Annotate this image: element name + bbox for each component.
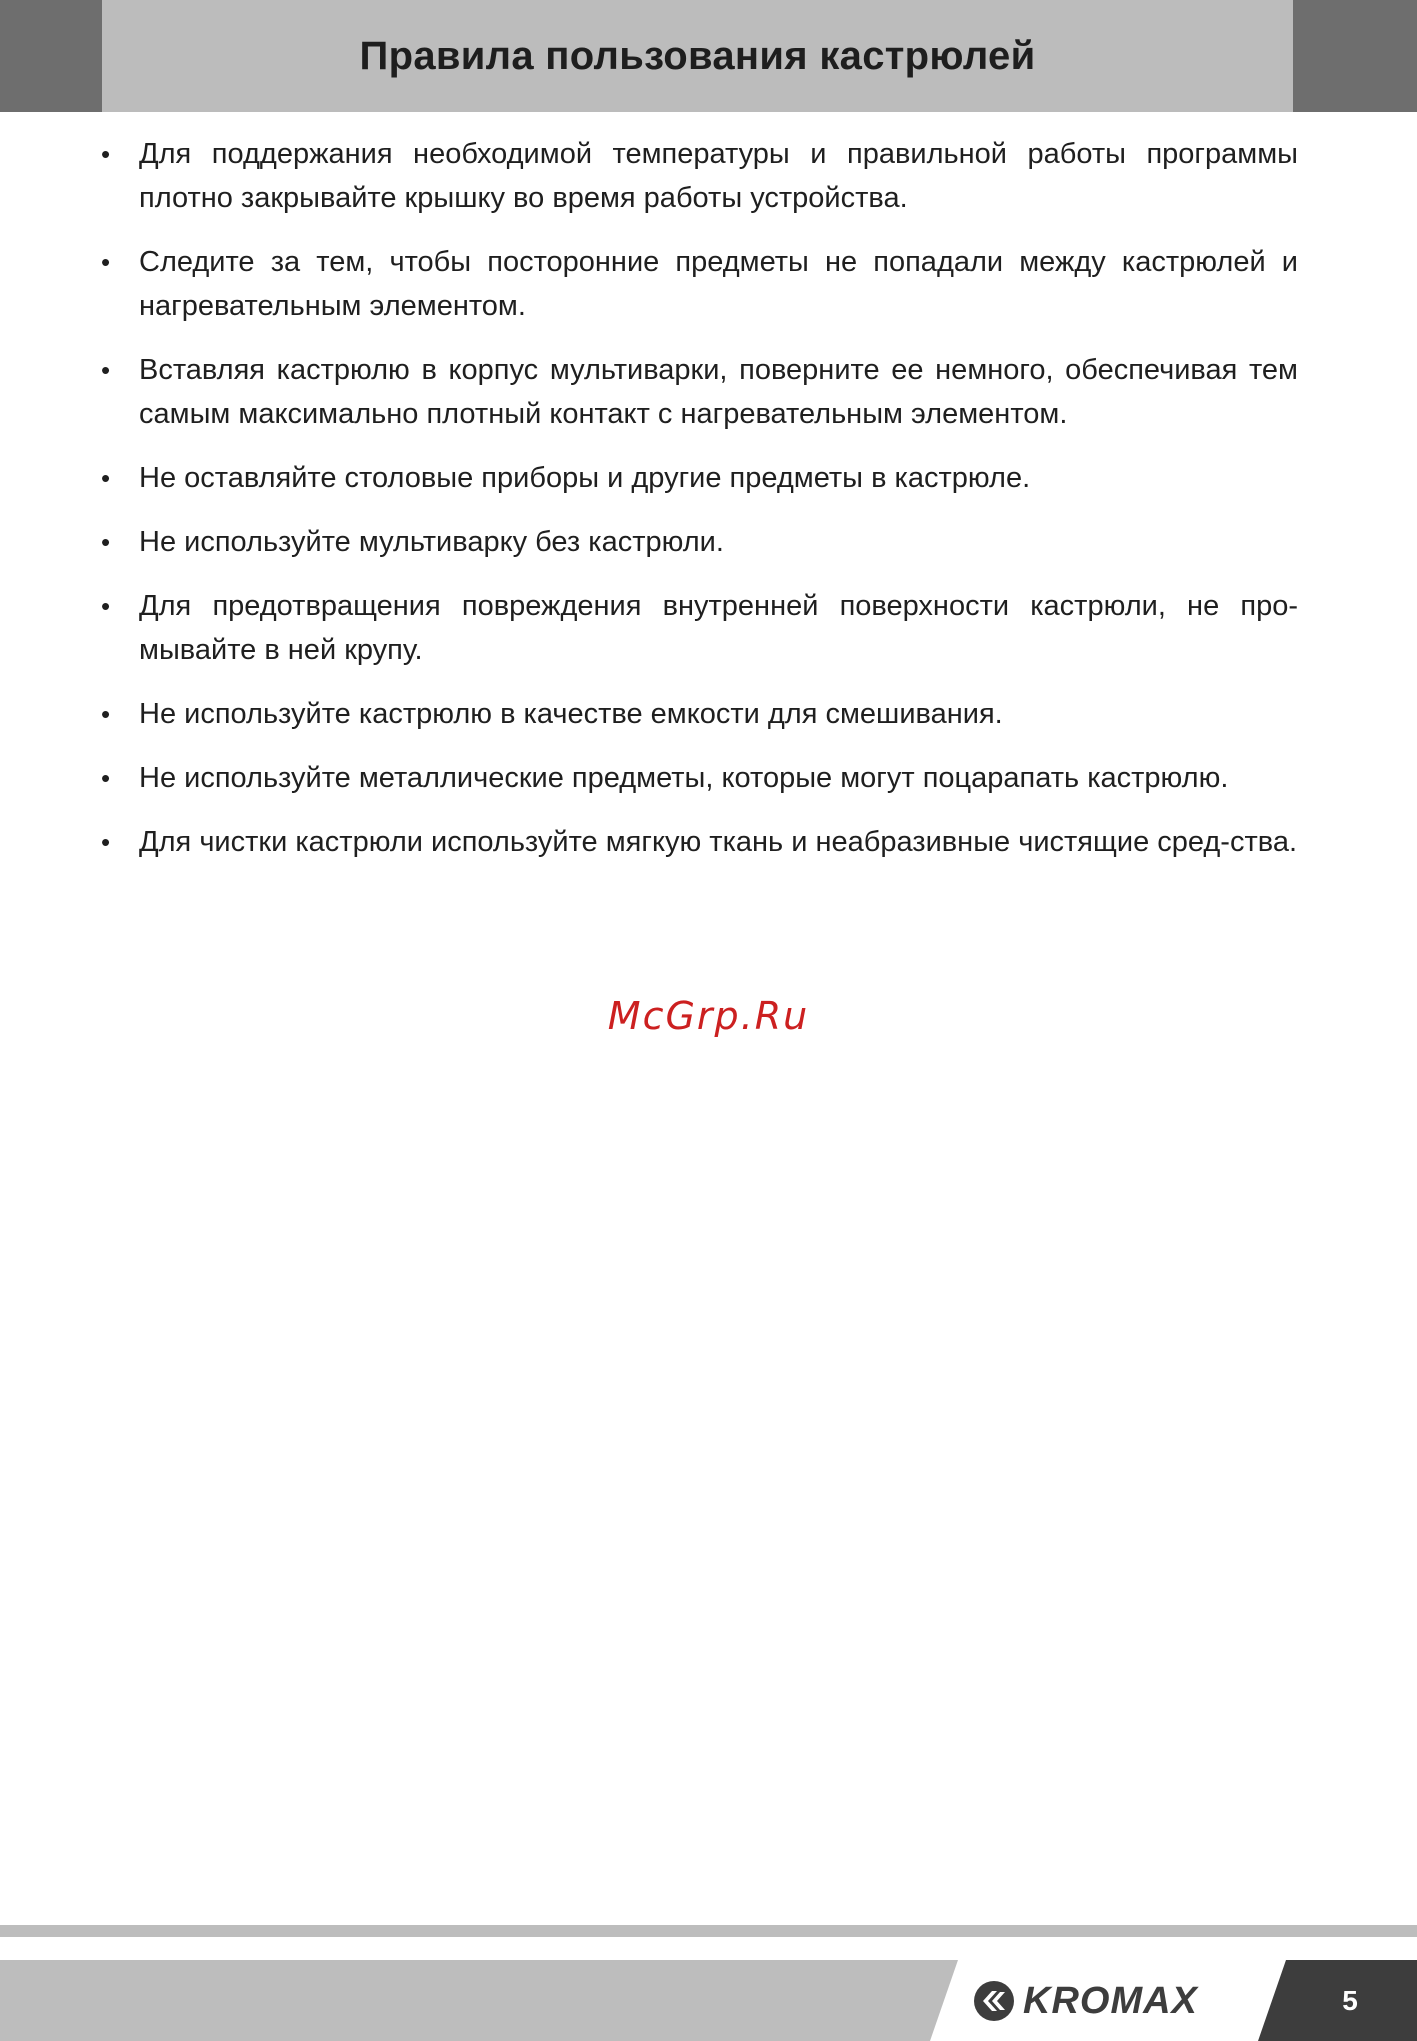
page-number: 5	[1342, 1985, 1358, 2016]
rules-list	[96, 132, 1298, 884]
bullet-icon: •	[101, 699, 111, 729]
brand-name: KROMAX	[1023, 1980, 1198, 2022]
rule-item	[96, 584, 1298, 672]
brand-logo	[973, 1980, 1198, 2022]
bullet-icon: •	[101, 247, 111, 277]
rule-item	[96, 456, 1298, 500]
rule-item	[96, 692, 1298, 736]
bullet-icon: •	[101, 139, 111, 169]
watermark[interactable]: McGrp.Ru	[607, 994, 810, 1038]
bullet-icon: •	[101, 591, 111, 621]
rule-text: Не используйте металлические предметы, которые могут поцарапать кастрюлю.	[139, 762, 1229, 794]
kromax-logo-icon	[973, 1980, 1015, 2022]
rule-item	[96, 756, 1298, 800]
header-band	[102, 0, 1293, 112]
rule-text: Для поддержания необходимой температуры и правильной работы программы плотно закрывайте крышку во время работы устройства.	[139, 138, 1298, 214]
rule-text: Не используйте мультиварку без кастрюли.	[139, 526, 724, 558]
header-left-block	[0, 0, 102, 112]
page-title: Правила пользования кастрюлей	[359, 33, 1036, 78]
rule-text: Для предотвращения повреждения внутренней поверхности кастрюли, не про-мывайте в ней крупу.	[139, 590, 1298, 666]
rule-text: Следите за тем, чтобы посторонние предметы не попадали между кастрюлей и нагревательным элементом.	[139, 246, 1298, 322]
rule-item	[96, 520, 1298, 564]
rule-item	[96, 240, 1298, 328]
rule-item	[96, 820, 1298, 864]
rule-text: Не оставляйте столовые приборы и другие предметы в кастрюле.	[139, 462, 1031, 494]
footer-divider	[0, 1925, 1417, 1937]
rule-item	[96, 348, 1298, 436]
bullet-icon: •	[101, 763, 111, 793]
bullet-icon: •	[101, 827, 111, 857]
bullet-icon: •	[101, 355, 111, 385]
rule-text: Не используйте кастрюлю в качестве емкости для смешивания.	[139, 698, 1003, 730]
header-right-block	[1293, 0, 1417, 112]
bullet-icon: •	[101, 527, 111, 557]
bullet-icon: •	[101, 463, 111, 493]
rule-text: Для чистки кастрюли используйте мягкую ткань и неабразивные чистящие сред-ства.	[139, 826, 1298, 858]
rule-text: Вставляя кастрюлю в корпус мультиварки, поверните ее немного, обеспечивая тем самым максимально плотный контакт с нагревательным элементом.	[139, 354, 1298, 430]
rule-item	[96, 132, 1298, 220]
